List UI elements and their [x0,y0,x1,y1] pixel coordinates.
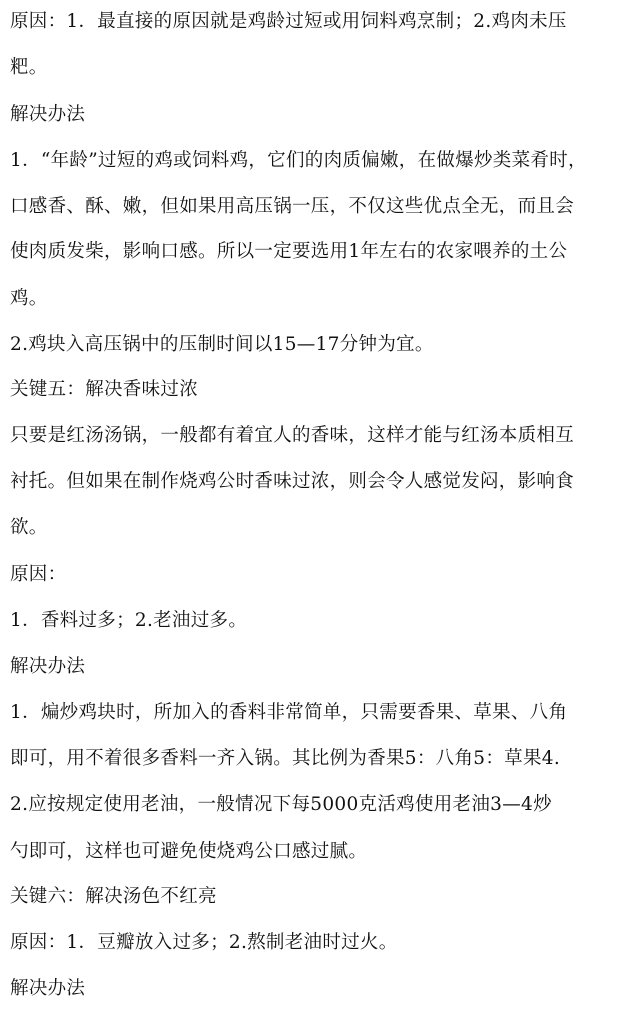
text-line: 原因：1．豆瓣放入过多；2.熬制老油时过火。 [10,932,398,953]
text-line: 原因： [10,564,67,585]
section-heading: 解决办法 [10,656,86,677]
text-line: 只要是红汤汤锅，一般都有着宜人的香味，这样才能与红汤本质相互 [10,425,575,446]
text-line: 1．“年龄”过短的鸡或饲料鸡，它们的肉质偏嫩，在做爆炒类菜肴时， [10,150,587,171]
text-line: 使肉质发柴，影响口感。所以一定要选用1年左右的农家喂养的土公 [10,241,568,262]
text-line: 即可，用不着很多香料一齐入锅。其比例为香果5：八角5：草果4. [10,748,560,769]
section-heading: 关键六：解决汤色不红亮 [10,886,217,907]
text-line: 勺即可，这样也可避免使烧鸡公口感过腻。 [10,841,368,862]
text-line: 2.鸡块入高压锅中的压制时间以15—17分钟为宜。 [10,334,434,355]
section-heading: 关键五：解决香味过浓 [10,379,199,400]
text-line: 鸡。 [10,288,48,309]
section-heading: 解决办法 [10,978,86,999]
text-line: 衬托。但如果在制作烧鸡公时香味过浓，则会令人感觉发闷，影响食 [10,471,575,492]
text-line: 1．香料过多；2.老油过多。 [10,610,248,631]
text-line: 1．煸炒鸡块时，所加入的香料非常简单，只需要香果、草果、八角 [10,702,568,723]
text-line: 口感香、酥、嫩，但如果用高压锅一压，不仅这些优点全无，而且会 [10,196,575,217]
section-heading: 解决办法 [10,104,86,125]
text-line: 粑。 [10,57,48,78]
text-line: 原因：1．最直接的原因就是鸡龄过短或用饲料鸡烹制；2.鸡肉未压 [10,11,567,32]
text-line: 欲。 [10,517,48,538]
text-line: 2.应按规定使用老油，一般情况下每5000克活鸡使用老油3—4炒 [10,794,552,815]
